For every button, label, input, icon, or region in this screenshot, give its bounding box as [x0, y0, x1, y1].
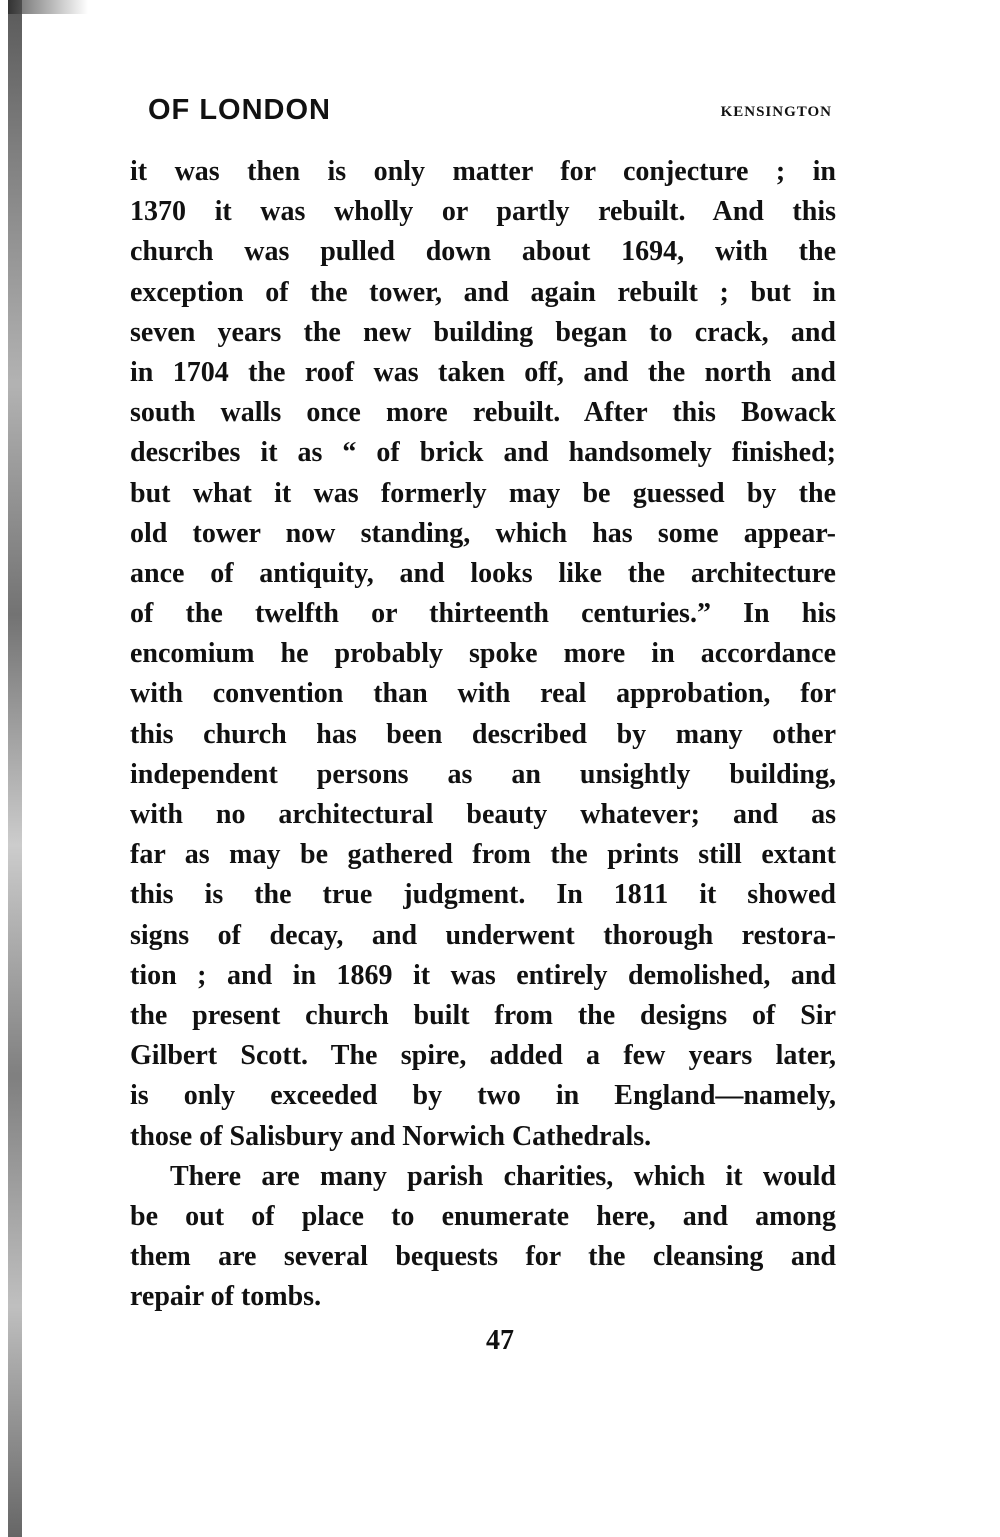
text-line: it was then is only matter for conjecture ; in	[130, 156, 836, 187]
text-line: with convention than with real approbation, for	[130, 678, 836, 710]
paragraph-1	[130, 152, 836, 1157]
body-text	[130, 152, 836, 1317]
text-line: this church has been described by many other	[130, 718, 836, 750]
text-line: with no architectural beauty whatever; and as	[130, 799, 836, 830]
text-line: ance of antiquity, and looks like the architecture	[130, 557, 836, 589]
text-line: far as may be gathered from the prints still extant	[130, 839, 836, 871]
text-line: those of Salisbury and Norwich Cathedrals.	[130, 1120, 652, 1152]
text-line: repair of tombs.	[130, 1281, 322, 1313]
text-line: independent persons as an unsightly building,	[130, 758, 836, 790]
text-line: tion ; and in 1869 it was entirely demolished, and	[130, 959, 836, 991]
running-head-right: KENSINGTON	[720, 104, 832, 120]
text-line: describes it as “ of brick and handsomely finished;	[130, 437, 836, 469]
text-line: There are many parish charities, which it would	[170, 1160, 836, 1192]
text-line: signs of decay, and underwent thorough restora-	[130, 919, 836, 951]
text-line: encomium he probably spoke more in accordance	[130, 638, 836, 670]
text-line: seven years the new building began to crack, and	[130, 316, 836, 348]
running-head	[148, 94, 832, 134]
page-corner-shadow	[8, 0, 88, 14]
text-line: is only exceeded by two in England—namely,	[130, 1080, 836, 1112]
text-line: this is the true judgment. In 1811 it showed	[130, 879, 836, 911]
running-head-left: OF LONDON	[148, 94, 331, 126]
text-line: church was pulled down about 1694, with the	[130, 236, 836, 268]
text-line: in 1704 the roof was taken off, and the north and	[130, 356, 836, 388]
text-line: old tower now standing, which has some appear-	[130, 517, 836, 549]
page-number: 47	[486, 1325, 514, 1356]
text-line: Gilbert Scott. The spire, added a few years later,	[130, 1040, 836, 1072]
text-line: but what it was formerly may be guessed by the	[130, 477, 836, 509]
text-line: the present church built from the designs of Sir	[130, 999, 836, 1031]
paragraph-2	[130, 1157, 836, 1318]
text-line: exception of the tower, and again rebuilt ; but in	[130, 276, 836, 308]
text-line: 1370 it was wholly or partly rebuilt. And this	[130, 196, 836, 228]
text-line: of the twelfth or thirteenth centuries.” In his	[130, 598, 836, 630]
text-line: south walls once more rebuilt. After this Bowack	[130, 397, 836, 429]
text-line: them are several bequests for the cleansing and	[130, 1241, 836, 1273]
text-line: be out of place to enumerate here, and among	[130, 1200, 836, 1232]
book-binding-edge	[8, 0, 22, 1537]
